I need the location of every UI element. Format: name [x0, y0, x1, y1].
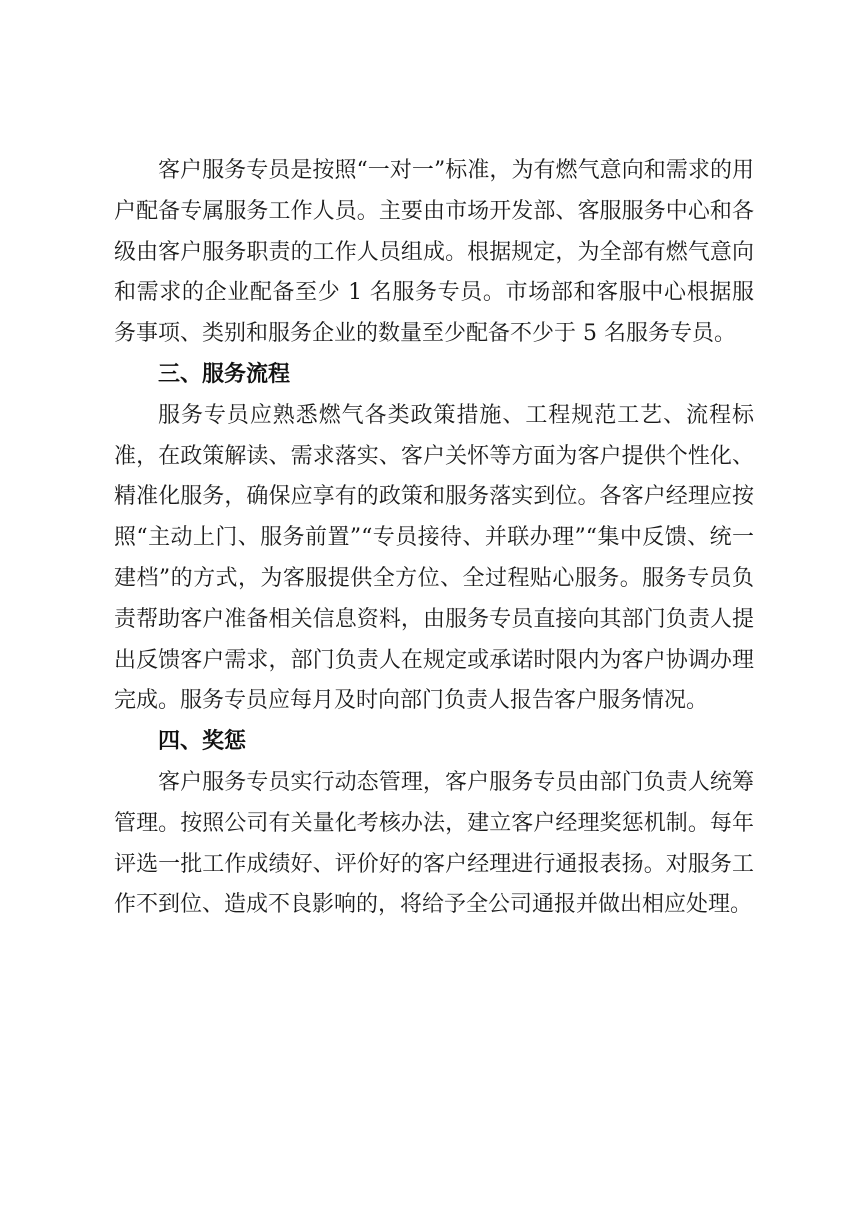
section-heading-service-process: 三、服务流程 — [158, 361, 291, 387]
section-heading-rewards-penalties: 四、奖惩 — [158, 729, 247, 755]
paragraph-service-process: 服务专员应熟悉燃气各类政策措施、工程规范工艺、流程标准，在政策解读、需求落实、客户关怀等方面为客户提供个性化、精准化服务，确保应享有的政策和服务落实到位。各客户经理应按照“主动上门、服务前置”“专员接待、并联办理”“集中反馈、统一建档”的方式，为客服提供全方位、全过程贴心服务。服务专员负责帮助客户准备相关信息资料，由服务专员直接向其部门负责人提出反馈客户需求，部门负责人在规定或承诺时限内为客户协调办理完成。服务专员应每月及时向部门负责人报告客户服务情况。 — [114, 402, 754, 714]
paragraph-rewards-penalties: 客户服务专员实行动态管理，客户服务专员由部门负责人统筹管理。按照公司有关量化考核办法，建立客户经理奖惩机制。每年评选一批工作成绩好、评价好的客户经理进行通报表扬。对服务工作不到位、造成不良影响的，将给予全公司通报并做出相应处理。 — [114, 769, 754, 918]
document-body — [114, 151, 754, 926]
paragraph-service-specialist-definition: 客户服务专员是按照“一对一”标准，为有燃气意向和需求的用户配备专属服务工作人员。主要由市场开发部、客服服务中心和各级由客户服务职责的工作人员组成。根据规定，为全部有燃气意向和需求的企业配备至少 1 名服务专员。市场部和客服中心根据服务事项、类别和服务企业的数量至少配备不少于 5 名服务专员。 — [114, 158, 754, 347]
